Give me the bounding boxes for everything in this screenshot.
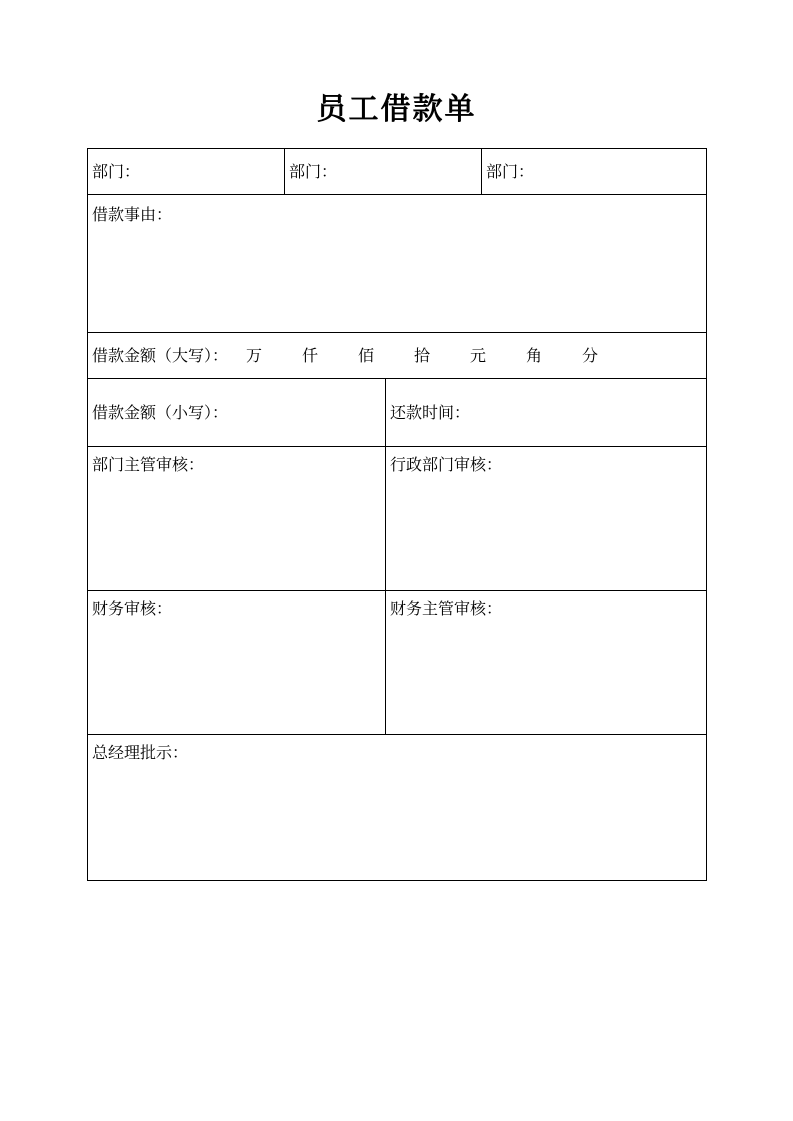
finance-review-field[interactable]: 财务审核：	[88, 591, 386, 735]
amount-lowercase-row	[88, 379, 707, 447]
department-cell-2[interactable]: 部门：	[285, 149, 482, 195]
finance-manager-review-field[interactable]: 财务主管审核：	[386, 591, 707, 735]
unit-bai: 佰	[358, 345, 375, 365]
unit-jiao: 角	[526, 345, 543, 365]
dept-review-row	[88, 447, 707, 591]
amount-units	[228, 346, 638, 365]
gm-approval-field[interactable]: 总经理批示：	[88, 735, 707, 881]
department-row	[88, 149, 707, 195]
department-cell-1[interactable]: 部门：	[88, 149, 285, 195]
finance-review-row	[88, 591, 707, 735]
form-title: 员工借款单	[316, 92, 477, 127]
reason-row	[88, 195, 707, 333]
unit-shi: 拾	[414, 345, 431, 365]
amount-uppercase-label: 借款金额（大写）：	[92, 345, 229, 365]
loan-reason-field[interactable]: 借款事由：	[88, 195, 707, 333]
department-cell-3[interactable]: 部门：	[482, 149, 707, 195]
dept-manager-review-field[interactable]: 部门主管审核：	[88, 447, 386, 591]
admin-dept-review-field[interactable]: 行政部门审核：	[386, 447, 707, 591]
amount-uppercase-field[interactable]	[88, 333, 707, 379]
amount-lowercase-field[interactable]: 借款金额（小写）：	[88, 379, 386, 447]
gm-approval-row	[88, 735, 707, 881]
amount-uppercase-row	[88, 333, 707, 379]
unit-qian: 仟	[302, 345, 319, 365]
loan-form-table	[87, 148, 707, 881]
unit-wan: 万	[246, 345, 263, 365]
unit-yuan: 元	[470, 345, 487, 365]
unit-fen: 分	[582, 345, 599, 365]
repay-time-field[interactable]: 还款时间：	[386, 379, 707, 447]
